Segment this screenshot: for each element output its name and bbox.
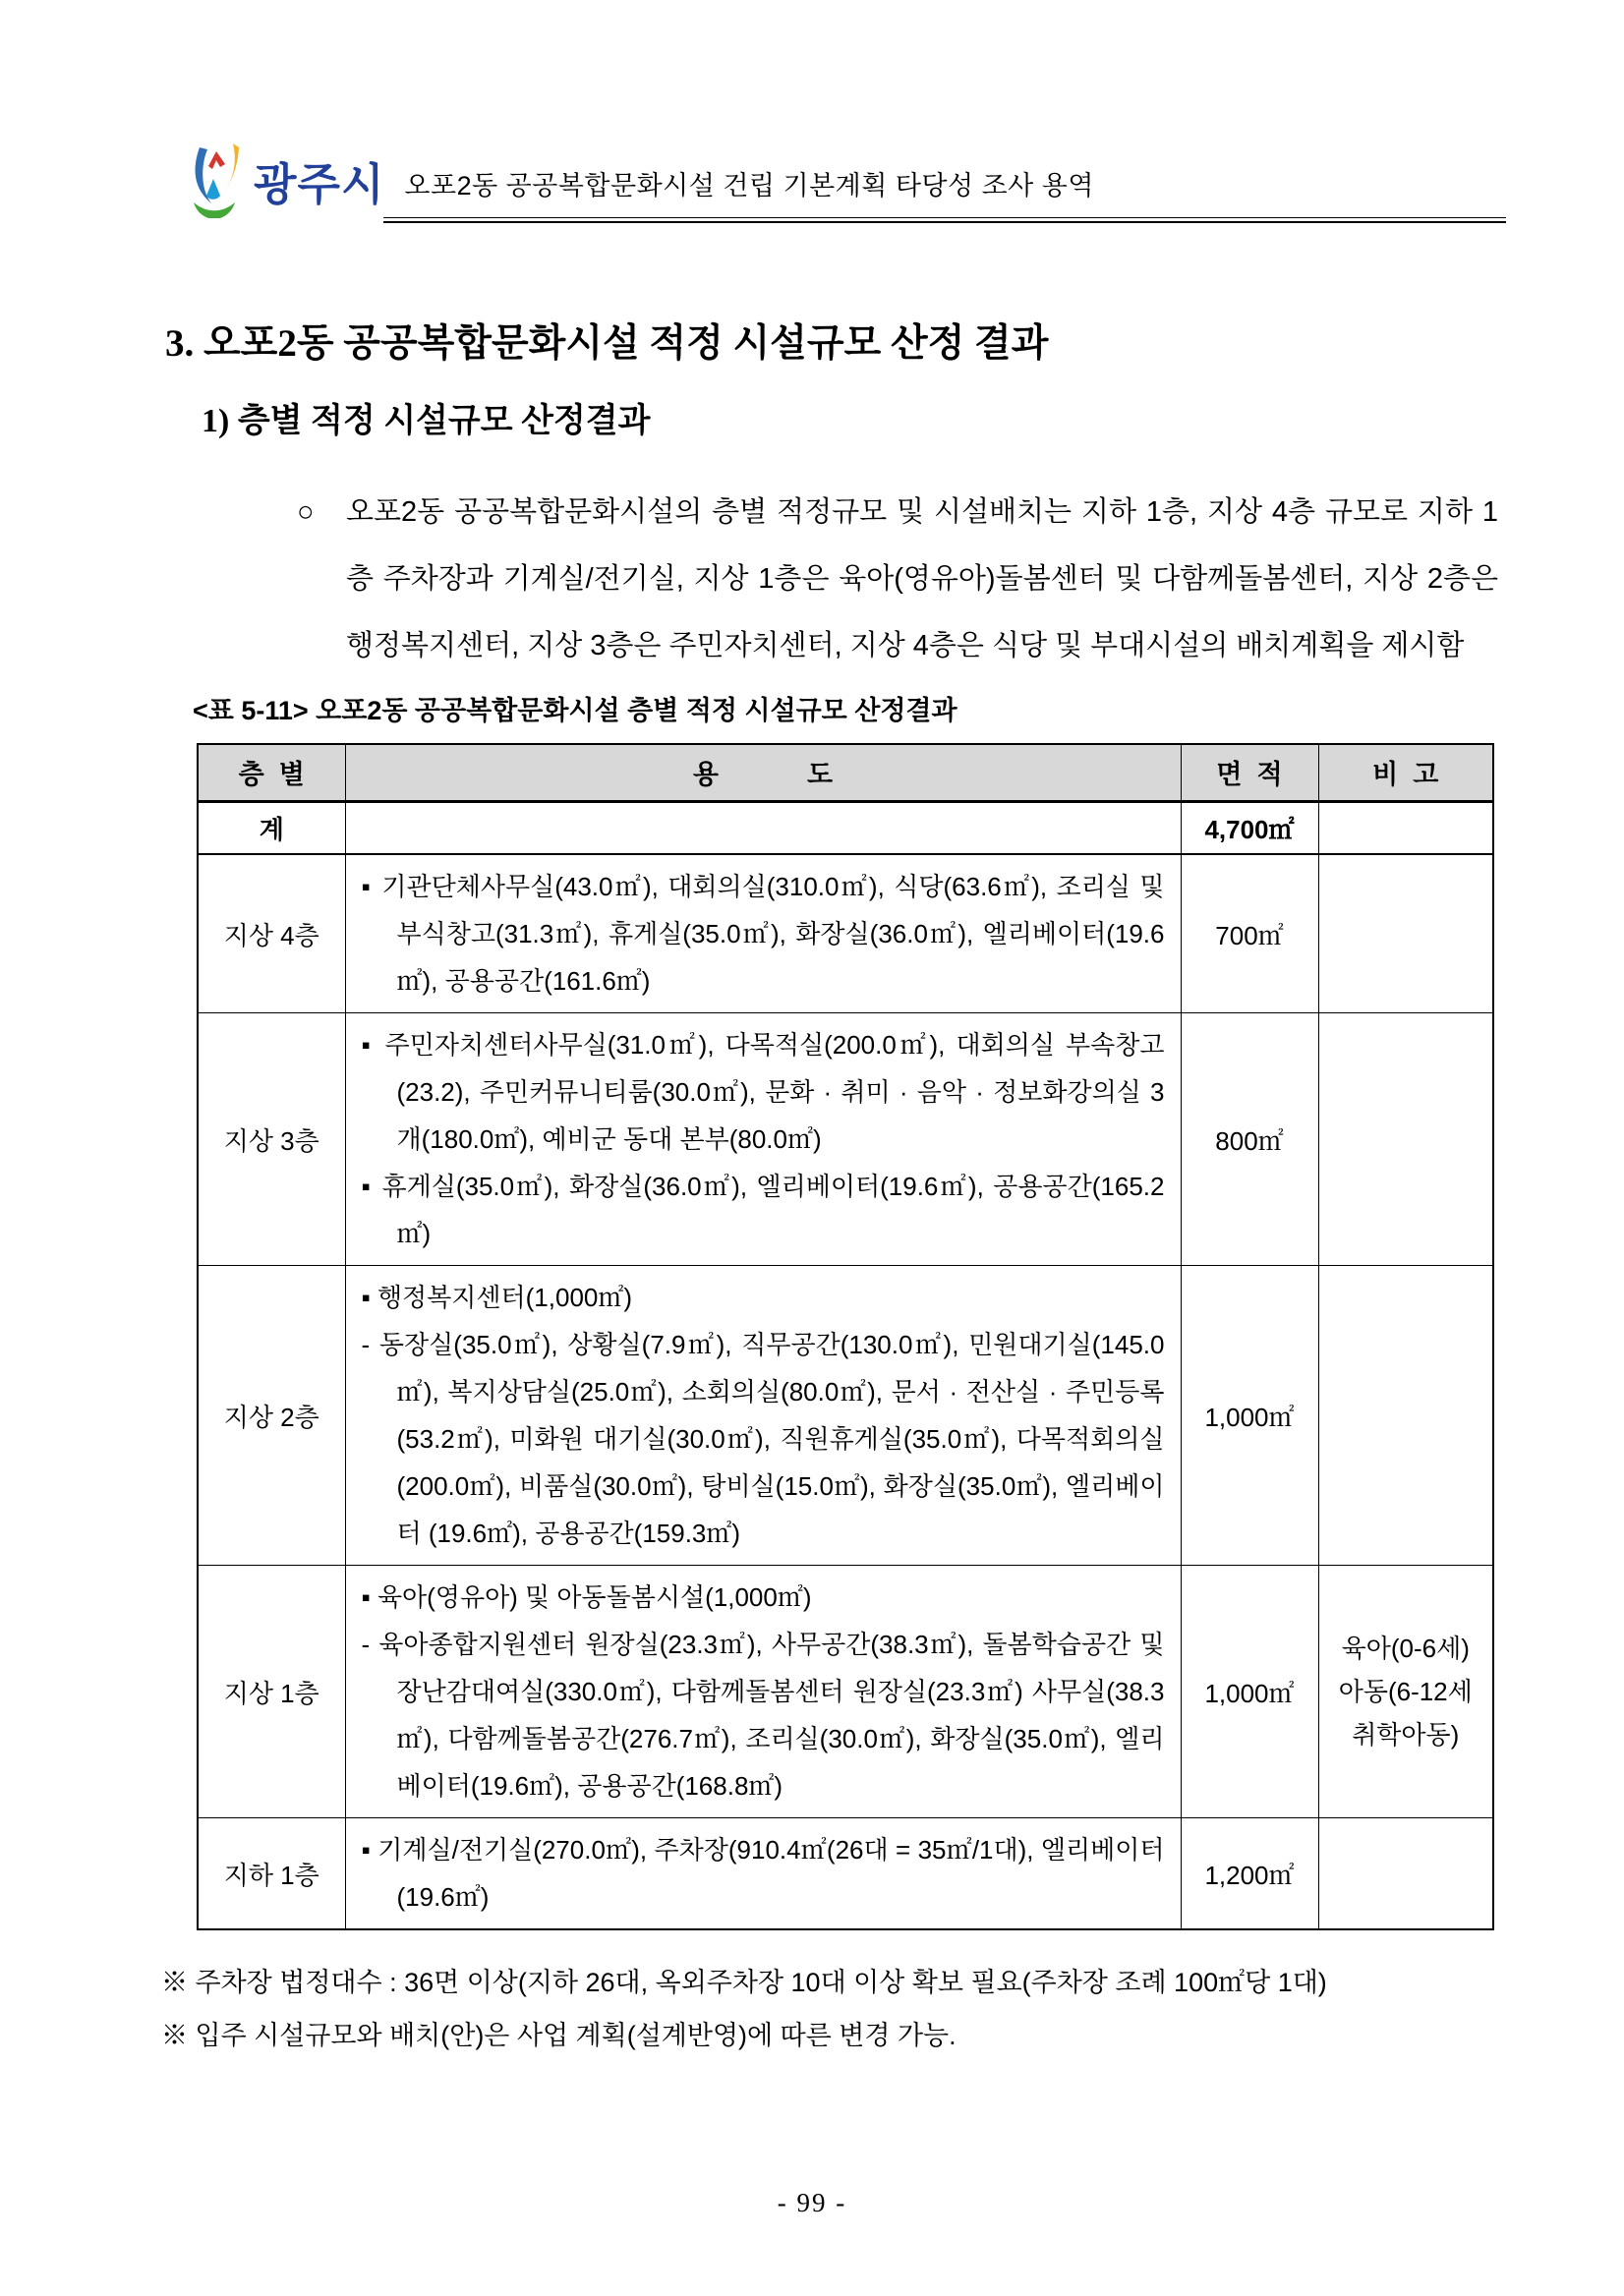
table-row-floor2 <box>198 1266 1493 1566</box>
footnotes <box>161 1956 1516 2062</box>
header-note: 비 고 <box>1318 744 1493 801</box>
header-floor: 층 별 <box>198 744 345 801</box>
use-cell <box>345 854 1181 1013</box>
area-cell: 800㎡ <box>1181 1013 1318 1266</box>
footnote: ※ 주차장 법정대수 : 36면 이상(지하 26대, 옥외주차장 10대 이상 확보 필요(주차장 조례 100㎡당 1대) <box>161 1968 1327 1997</box>
use-cell <box>345 1013 1181 1266</box>
area-cell: 1,000㎡ <box>1181 1566 1318 1818</box>
use-cell <box>345 1566 1181 1818</box>
floor-cell: 지상 3층 <box>198 1013 345 1266</box>
logo-text: 광주시 <box>254 158 385 209</box>
area-cell: 700㎡ <box>1181 854 1318 1013</box>
paragraph-bullet: ○ <box>297 496 315 528</box>
use-item: ▪ 기계실/전기실(270.0㎡), 주차장(910.4㎡(26대 = 35㎡/1대), 엘리베이터 (19.6㎡) <box>361 1835 1165 1912</box>
floor-cell: 계 <box>198 801 345 854</box>
footnote: ※ 입주 시설규모와 배치(안)은 사업 계획(설계반영)에 따른 변경 가능. <box>161 2021 957 2050</box>
use-cell <box>345 1266 1181 1566</box>
note-cell <box>1318 854 1493 1013</box>
facility-size-table <box>197 743 1494 1930</box>
table-row-basement1 <box>198 1818 1493 1930</box>
area-cell: 1,000㎡ <box>1181 1266 1318 1566</box>
use-item: ▪ 육아(영유아) 및 아동돌봄시설(1,000㎡) <box>361 1582 812 1612</box>
floor-cell: 지상 4층 <box>198 854 345 1013</box>
floor-cell: 지상 2층 <box>198 1266 345 1566</box>
use-item: - 동장실(35.0㎡), 상황실(7.9㎡), 직무공간(130.0㎡), 민원대기실(145.0㎡), 복지상담실(25.0㎡), 소회의실(80.0㎡), 문서 · 전산실 · 주민등록(53.2㎡), 미화원 대기실(30.0㎡), 직원휴게실(35.0㎡), 다목적회의실(200.0㎡), 비품실(30.0㎡), 탕비실(15.0㎡), 화장실(35.0㎡), 엘리베이터 (19.6㎡), 공용공간(159.3㎡) <box>361 1330 1165 1548</box>
note-cell <box>1318 801 1493 854</box>
body-paragraph <box>297 479 1498 679</box>
doc-header <box>183 142 1094 218</box>
note-cell <box>1318 1013 1493 1266</box>
sub-heading: 1) 층별 적정 시설규모 산정결과 <box>202 403 651 439</box>
area-cell: 4,700㎡ <box>1181 801 1318 854</box>
use-item: ▪ 기관단체사무실(43.0㎡), 대회의실(310.0㎡), 식당(63.6㎡), 조리실 및 부식창고(31.3㎡), 휴게실(35.0㎡), 화장실(36.0㎡), 엘리베이터(19.6㎡), 공용공간(161.6㎡) <box>361 872 1165 996</box>
floor-cell: 지상 1층 <box>198 1566 345 1818</box>
table-header-row <box>198 744 1493 801</box>
table-caption: <표 5-11> 오포2동 공공복합문화시설 층별 적정 시설규모 산정결과 <box>193 696 957 725</box>
header-rule <box>383 217 1506 223</box>
use-item: ▪ 휴게실(35.0㎡), 화장실(36.0㎡), 엘리베이터(19.6㎡), 공용공간(165.2㎡) <box>361 1172 1165 1248</box>
page-content <box>0 313 1624 2062</box>
use-item: - 육아종합지원센터 원장실(23.3㎡), 사무공간(38.3㎡), 돌봄학습공간 및 장난감대여실(330.0㎡), 다함께돌봄센터 원장실(23.3㎡) 사무실(38.3㎡), 다함께돌봄공간(276.7㎡), 조리실(30.0㎡), 화장실(35.0㎡), 엘리베이터(19.6㎡), 공용공간(168.8㎡) <box>361 1630 1165 1801</box>
note-cell <box>1318 1818 1493 1930</box>
use-item: ▪ 행정복지센터(1,000㎡) <box>361 1283 633 1312</box>
table-row-floor1 <box>198 1566 1493 1818</box>
doc-title: 오포2동 공공복합문화시설 건립 기본계획 타당성 조사 용역 <box>404 170 1094 201</box>
table-row-floor4 <box>198 854 1493 1013</box>
header-use: 용 도 <box>345 744 1181 801</box>
table-row-total <box>198 801 1493 854</box>
section-heading: 3. 오포2동 공공복합문화시설 적정 시설규모 산정 결과 <box>165 322 1049 365</box>
table-row-floor3 <box>198 1013 1493 1266</box>
page-number: - 99 - <box>777 2188 847 2217</box>
gwangju-city-logo <box>183 142 384 218</box>
header-area: 면 적 <box>1181 744 1318 801</box>
use-cell <box>345 801 1181 854</box>
note-cell <box>1318 1266 1493 1566</box>
area-cell: 1,200㎡ <box>1181 1818 1318 1930</box>
gwangju-city-logo-icon <box>183 142 246 218</box>
paragraph-text: 오포2동 공공복합문화시설의 층별 적정규모 및 시설배치는 지하 1층, 지상 4층 규모로 지하 1층 주차장과 기계실/전기실, 지상 1층은 육아(영유아)돌봄센터 및 다함께돌봄센터, 지상 2층은 행정복지센터, 지상 3층은 주민자치센터, 지상 4층은 식당 및 부대시설의 배치계획을 제시함 <box>346 496 1498 661</box>
note-cell: 육아(0-6세) 아동(6-12세 취학아동) <box>1318 1566 1493 1818</box>
use-cell <box>345 1818 1181 1930</box>
use-item: ▪ 주민자치센터사무실(31.0㎡), 다목적실(200.0㎡), 대회의실 부속창고(23.2), 주민커뮤니티룸(30.0㎡), 문화 · 취미 · 음악 · 정보화강의실 3개(180.0㎡), 예비군 동대 본부(80.0㎡) <box>361 1030 1165 1154</box>
floor-cell: 지하 1층 <box>198 1818 345 1930</box>
